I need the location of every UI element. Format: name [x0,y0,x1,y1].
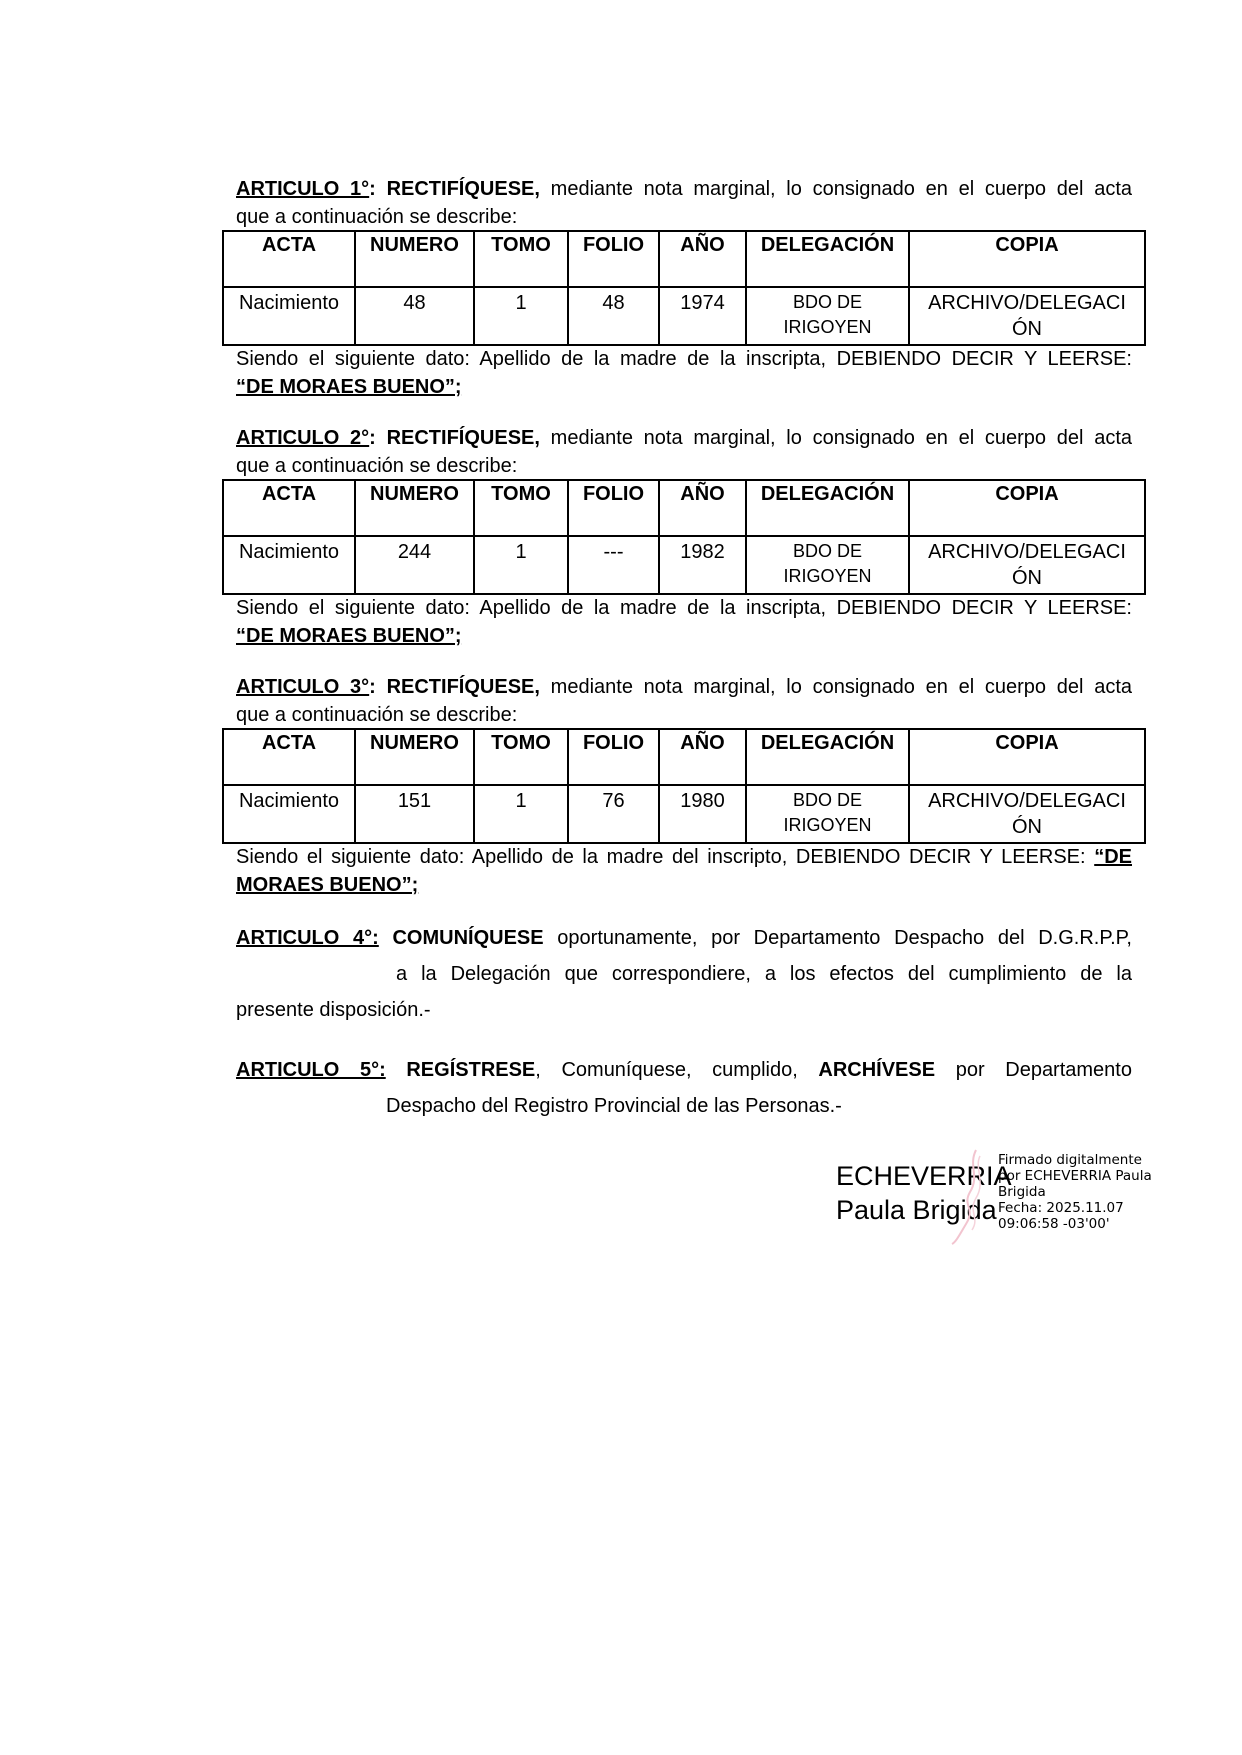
signature-name: ECHEVERRIA Paula Brigida [836,1161,1012,1225]
article-1-label: ARTICULO 1° [236,178,370,200]
article-3-dato-value: MORAES BUENO”; [236,874,419,896]
article-1-heading: ARTICULO 1°: RECTIFÍQUESE, mediante nota marginal, lo consignado en el cuerpo del acta [236,178,1133,200]
article-3-table [222,728,1146,844]
article-3-verb: RECTIFÍQUESE, [386,676,540,698]
table-row: Nacimiento 48 1 48 1974 BDO DE IRIGOYEN ARCHIVO/DELEGACI ÓN [223,287,1145,345]
article-3-dato: Siendo el siguiente dato: Apellido de la madre del inscripto, DEBIENDO DECIR Y LEERSE: “DE [236,846,1132,868]
article-4-line3: presente disposición.- [236,999,431,1021]
delegacion-cell: BDO DE IRIGOYEN [746,536,909,594]
article-2-table [222,479,1146,595]
signature-info: Firmado digitalmente por ECHEVERRIA Paula Brigida Fecha: 2025.11.07 09:06:58 -03'00' [998,1152,1152,1232]
article-2-label: ARTICULO 2° [236,427,370,449]
delegacion-cell: BDO DE IRIGOYEN [746,287,909,345]
article-4-heading: ARTICULO 4°: COMUNÍQUESE oportunamente, por Departamento Despacho del D.G.R.P.P, [236,927,1132,949]
article-2-verb: RECTIFÍQUESE, [386,427,540,449]
table-header-row: ACTA NUMERO TOMO FOLIO AÑO DELEGACIÓN COPIA [223,729,1145,785]
article-5-verb1: REGÍSTRESE [406,1059,536,1081]
copia-cell: ARCHIVO/DELEGACI ÓN [909,287,1145,345]
article-2-dato: Siendo el siguiente dato: Apellido de la madre de la inscripta, DEBIENDO DECIR Y LEERSE: [236,597,1132,619]
article-2-dato-value: “DE MORAES BUENO”; [236,625,462,647]
copia-cell: ARCHIVO/DELEGACI ÓN [909,785,1145,843]
article-3-intro: que a continuación se describe: [236,704,518,726]
article-1-intro: que a continuación se describe: [236,206,518,228]
article-4-line2: a la Delegación que correspondiere, a los efectos del cumplimiento de la [396,963,1132,985]
article-1-table [222,230,1146,346]
table-header-row: ACTA NUMERO TOMO FOLIO AÑO DELEGACIÓN COPIA [223,480,1145,536]
table-header-row: ACTA NUMERO TOMO FOLIO AÑO DELEGACIÓN COPIA [223,231,1145,287]
article-5-line2: Despacho del Registro Provincial de las Personas.- [386,1095,842,1117]
article-4-verb: COMUNÍQUESE [392,927,544,949]
article-1-dato-value: “DE MORAES BUENO”; [236,376,462,398]
article-2-heading: ARTICULO 2°: RECTIFÍQUESE, mediante nota marginal, lo consignado en el cuerpo del acta [236,427,1133,449]
article-1-dato: Siendo el siguiente dato: Apellido de la madre de la inscripta, DEBIENDO DECIR Y LEERSE: [236,348,1132,370]
delegacion-cell: BDO DE IRIGOYEN [746,785,909,843]
article-5-verb2: ARCHÍVESE [818,1059,936,1081]
article-4-label: ARTICULO 4°: [236,927,379,949]
copia-cell: ARCHIVO/DELEGACI ÓN [909,536,1145,594]
article-3-label: ARTICULO 3° [236,676,370,698]
table-row: Nacimiento 244 1 --- 1982 BDO DE IRIGOYEN ARCHIVO/DELEGACI ÓN [223,536,1145,594]
article-5-label: ARTICULO 5°: [236,1059,386,1081]
article-3-heading: ARTICULO 3°: RECTIFÍQUESE, mediante nota marginal, lo consignado en el cuerpo del acta [236,676,1133,698]
article-5-heading: ARTICULO 5°: REGÍSTRESE, Comuníquese, cumplido, ARCHÍVESE por Departamento [236,1059,1132,1081]
article-1-verb: RECTIFÍQUESE, [386,178,540,200]
table-row: Nacimiento 151 1 76 1980 BDO DE IRIGOYEN ARCHIVO/DELEGACI ÓN [223,785,1145,843]
article-2-intro: que a continuación se describe: [236,455,518,477]
signature-scribble-icon [946,1146,996,1246]
